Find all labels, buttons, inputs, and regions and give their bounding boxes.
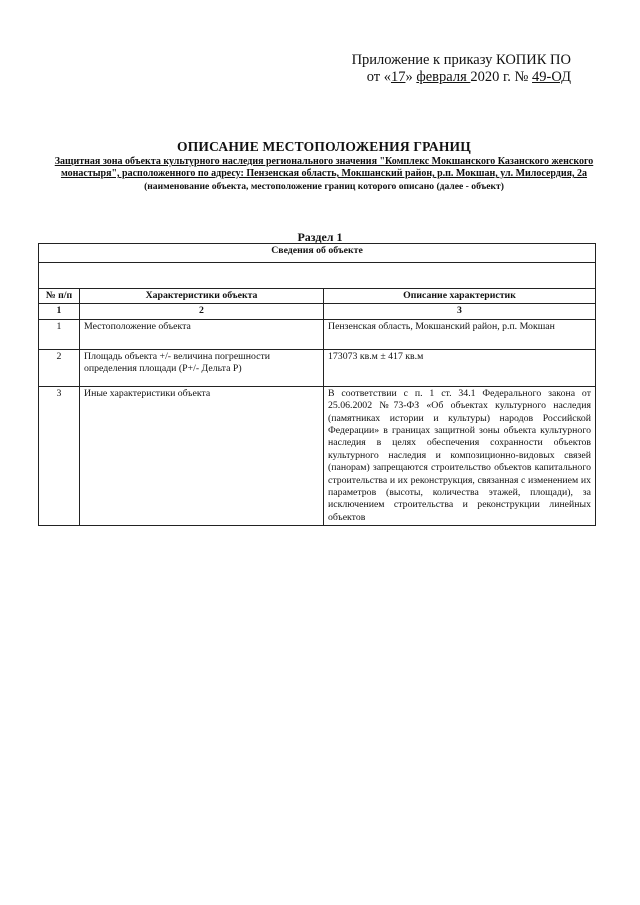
table-row bbox=[39, 349, 596, 386]
row-characteristic: Местоположение объекта bbox=[80, 319, 324, 349]
document-title: ОПИСАНИЕ МЕСТОПОЛОЖЕНИЯ ГРАНИЦ bbox=[177, 139, 471, 154]
table-blank-row bbox=[39, 263, 596, 289]
column-header-characteristic: Характеристики объекта bbox=[80, 289, 324, 304]
appendix-line-1: Приложение к приказу КОПИК ПО bbox=[351, 52, 571, 68]
row-number: 3 bbox=[39, 386, 80, 525]
section-title: Раздел 1 bbox=[297, 230, 343, 244]
appendix-day: 17 bbox=[390, 69, 406, 85]
row-description: Пензенская область, Мокшанский район, р.п. Мокшан bbox=[324, 319, 596, 349]
appendix-year: 2020 г. № bbox=[470, 69, 533, 85]
appendix-date-prefix: от « bbox=[366, 69, 391, 85]
row-characteristic: Площадь объекта +/- величина погрешности определения площади (Р+/- Дельта Р) bbox=[80, 349, 324, 386]
row-number: 1 bbox=[39, 319, 80, 349]
table-header-row bbox=[39, 289, 596, 304]
row-description: 173073 кв.м ± 417 кв.м bbox=[324, 349, 596, 386]
row-description: В соответствии с п. 1 ст. 34.1 Федерального закона от 25.06.2002 №73-ФЗ «Об объектах культурного наследия (памятниках истории и культуры) народов Российской Федерации» в границах защитной зоны объекта культурного наследия в целях обеспечения сохранности объектов культурного наследия и композиционно-видовых связей (панорам) запрещаются строительство объектов капитального строительства и их реконструкция, связанная с изменением их параметров (высоты, количества этажей, площади), за исключением строительства и реконструкции линейных объектов bbox=[324, 386, 596, 525]
object-name: Защитная зона объекта культурного наследия регионального значения "Комплекс Мокшанского Казанского женского монастыря", расположенного по адресу: Пензенская область, Мокшанский район, р.п. Мокшан, ул. Милосердия, 2а bbox=[54, 156, 594, 179]
object-caption: (наименование объекта, местоположение границ которого описано (далее - объект) bbox=[144, 181, 504, 192]
appendix-date-mid: » bbox=[405, 69, 417, 85]
column-header-number: № п/п bbox=[39, 289, 80, 304]
column-number: 3 bbox=[324, 304, 596, 319]
table-caption-row bbox=[39, 244, 596, 263]
table-caption: Сведения об объекте bbox=[39, 244, 596, 263]
table-blank-cell bbox=[39, 263, 596, 289]
row-number: 2 bbox=[39, 349, 80, 386]
row-characteristic: Иные характеристики объекта bbox=[80, 386, 324, 525]
appendix-month: февраля bbox=[416, 69, 471, 85]
column-header-description: Описание характеристик bbox=[324, 289, 596, 304]
object-info-table bbox=[38, 243, 596, 526]
title-block bbox=[40, 139, 608, 193]
appendix-line-2 bbox=[352, 69, 571, 86]
table-row bbox=[39, 386, 596, 525]
table-row bbox=[39, 319, 596, 349]
column-number-row bbox=[39, 304, 596, 319]
column-number: 1 bbox=[39, 304, 80, 319]
appendix-note bbox=[352, 52, 571, 86]
column-number: 2 bbox=[80, 304, 324, 319]
appendix-order-number: 49-ОД bbox=[532, 69, 571, 85]
